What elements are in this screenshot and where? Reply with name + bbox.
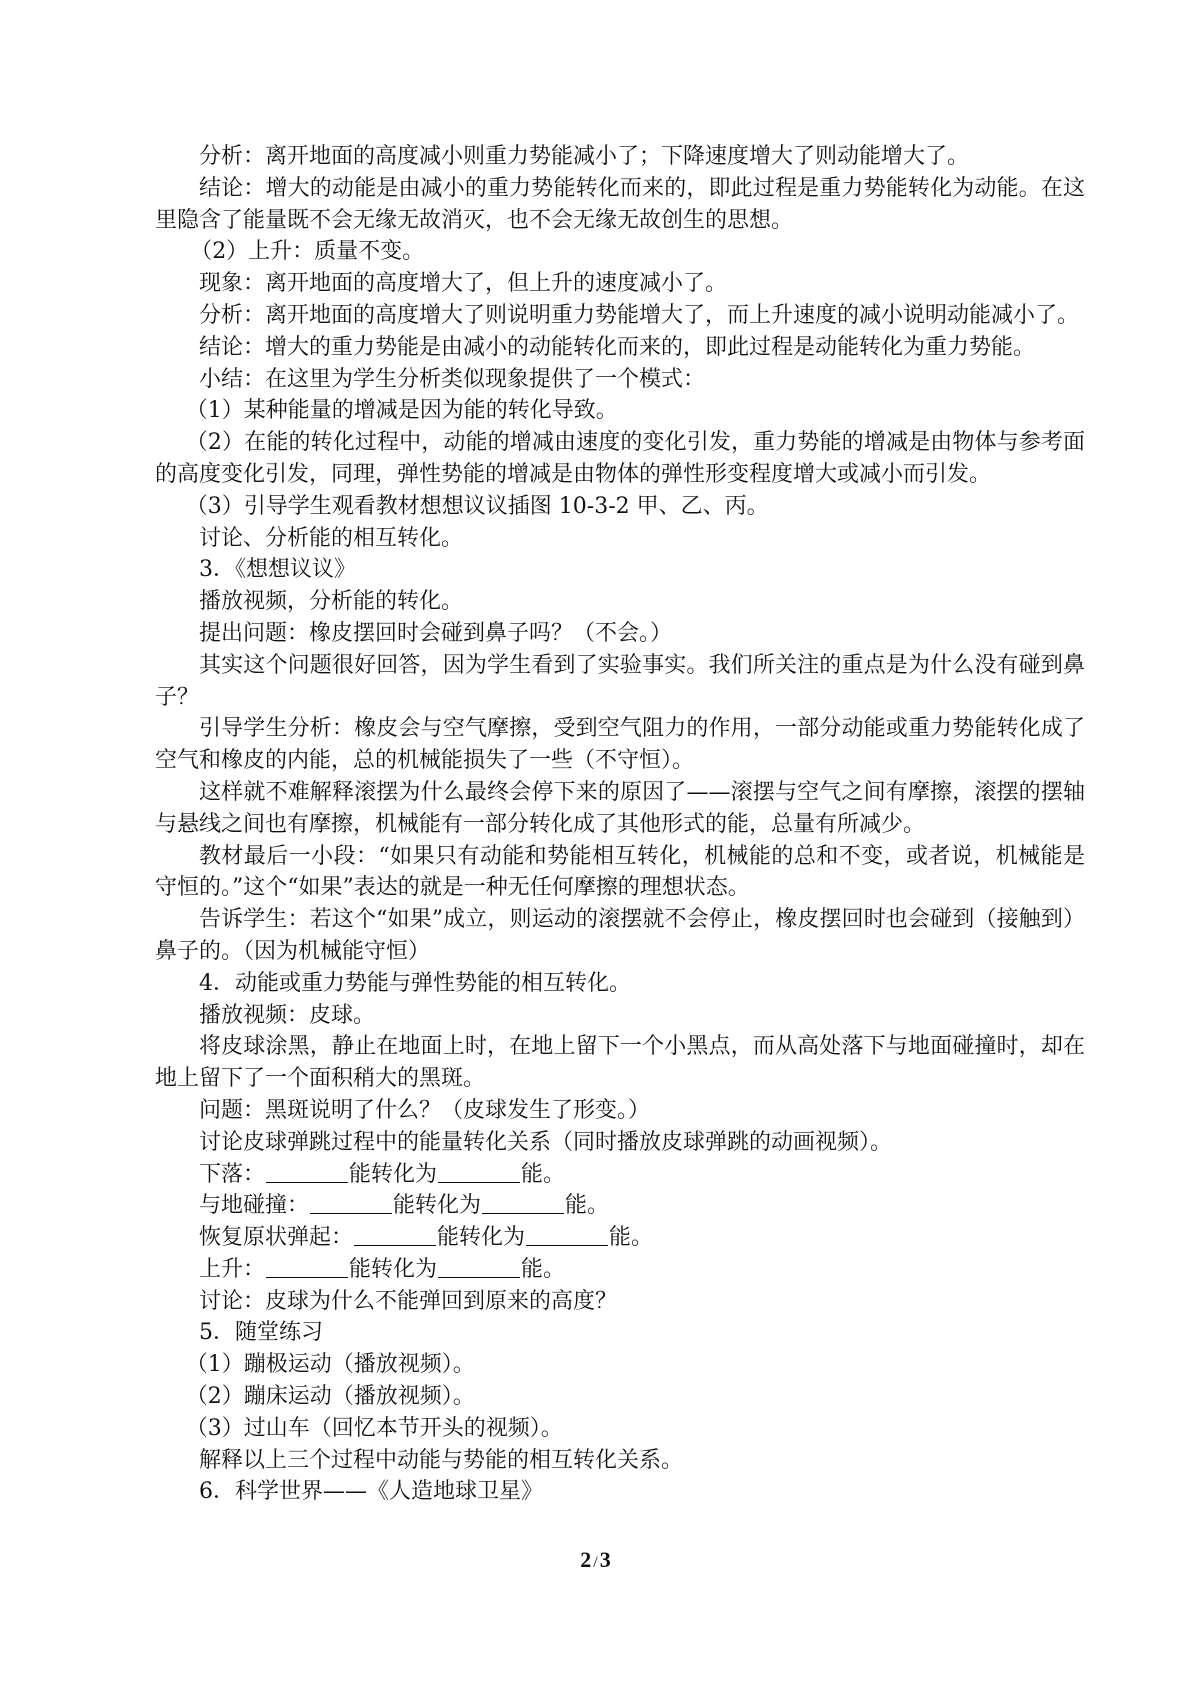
paragraph: 讨论：皮球为什么不能弹回到原来的高度？ [199,1288,618,1314]
fill-mid: 能转化为 [349,1161,438,1187]
paragraph: （1）蹦极运动（播放视频）。 [185,1352,475,1378]
fill-prefix: 下落： [199,1161,266,1187]
fill-blank[interactable] [482,1193,564,1214]
page-current: 2 [580,1547,592,1572]
fill-in-line [155,1254,1085,1286]
fill-prefix: 与地碰撞： [199,1193,310,1219]
paragraph: 提出问题：橡皮摆回时会碰到鼻子吗？（不会。） [199,620,673,646]
paragraph: 引导学生分析：橡皮会与空气摩擦，受到空气阻力的作用，一部分动能或重力势能转化成了空气和橡皮的内能，总的机械能损失了一些（不守恒）。 [155,716,1085,774]
fill-suffix: 能。 [609,1225,654,1251]
paragraph: （1）某种能量的增减是因为能的转化导致。 [185,398,618,424]
fill-blank[interactable] [438,1162,520,1183]
fill-blank[interactable] [266,1257,348,1278]
page-number [0,1547,1191,1573]
paragraph: 结论：增大的动能是由减小的重力势能转化而来的，即此过程是重力势能转化为动能。在这里隐含了能量既不会无缘无故消灭，也不会无缘无故创生的思想。 [155,175,1085,233]
fill-in-line [155,1159,1085,1191]
section-heading: 6．科学世界——《人造地球卫星》 [199,1479,543,1505]
fill-blank[interactable] [266,1162,348,1183]
paragraph: 播放视频：皮球。 [199,1002,376,1028]
paragraph: 分析：离开地面的高度减小则重力势能减小了；下降速度增大了则动能增大了。 [199,144,970,169]
paragraph: 告诉学生：若这个“如果”成立，则运动的滚摆就不会停止，橡皮摆回时也会碰到（接触到）鼻子的。（因为机械能守恒） [155,907,1085,964]
fill-blank[interactable] [438,1257,520,1278]
fill-blank[interactable] [354,1225,436,1246]
paragraph: 分析：离开地面的高度增大了则说明重力势能增大了，而上升速度的减小说明动能减小了。 [199,302,1080,328]
paragraph: （2）蹦床运动（播放视频）。 [185,1384,475,1410]
paragraph: 其实这个问题很好回答，因为学生看到了实验事实。我们所关注的重点是为什么没有碰到鼻子？ [155,652,1085,710]
page-separator: / [593,1554,598,1571]
paragraph: （2）上升：质量不变。 [190,239,425,265]
paragraph: （3）过山车（回忆本节开头的视频）。 [185,1415,563,1441]
fill-blank[interactable] [526,1225,608,1246]
fill-mid: 能转化为 [393,1193,482,1219]
paragraph: 这样就不难解释滚摆为什么最终会停下来的原因了——滚摆与空气之间有摩擦，滚摆的摆轴与悬线之间也有摩擦，机械能有一部分转化成了其他形式的能，总量有所减少。 [155,779,1085,837]
section-heading: 5．随堂练习 [199,1320,323,1346]
paragraph: 解释以上三个过程中动能与势能的相互转化关系。 [199,1447,684,1473]
document-body [155,141,1085,1508]
fill-suffix: 能。 [565,1193,610,1219]
fill-prefix: 上升： [199,1256,266,1282]
paragraph: 播放视频，分析能的转化。 [199,589,464,615]
fill-blank[interactable] [310,1193,392,1214]
fill-mid: 能转化为 [349,1256,438,1282]
section-heading: 3．《想想议议》 [199,557,356,583]
paragraph: 将皮球涂黑，静止在地面上时，在地上留下一个小黑点，而从高处落下与地面碰撞时，却在地上留下了一个面积稍大的黑斑。 [155,1034,1085,1092]
paragraph: （3）引导学生观看教材想想议议插图 10-3-2 甲、乙、丙。 [185,493,769,519]
fill-mid: 能转化为 [437,1225,526,1251]
fill-in-line [155,1190,1085,1222]
paragraph: 教材最后一小段：“如果只有动能和势能相互转化，机械能的总和不变，或者说，机械能是守恒的。”这个“如果”表达的就是一种无任何摩擦的理想状态。 [155,843,1085,901]
fill-in-line [155,1222,1085,1254]
paragraph: 小结：在这里为学生分析类似现象提供了一个模式： [199,366,706,392]
fill-prefix: 恢复原状弹起： [199,1225,354,1251]
paragraph: （2）在能的转化过程中，动能的增减由速度的变化引发，重力势能的增减是由物体与参考面的高度变化引发，同理，弹性势能的增减是由物体的弹性形变程度增大或减小而引发。 [155,430,1085,487]
fill-suffix: 能。 [521,1256,566,1282]
paragraph: 讨论皮球弹跳过程中的能量转化关系（同时播放皮球弹跳的动画视频）。 [199,1129,893,1155]
paragraph: 问题：黑斑说明了什么？（皮球发生了形变。） [199,1097,651,1123]
paragraph: 讨论、分析能的相互转化。 [199,525,464,551]
fill-suffix: 能。 [521,1161,566,1187]
section-heading: 4．动能或重力势能与弹性势能的相互转化。 [199,970,631,996]
paragraph: 结论：增大的重力势能是由减小的动能转化而来的，即此过程是动能转化为重力势能。 [199,334,1036,360]
page-total: 3 [599,1547,611,1572]
paragraph: 现象：离开地面的高度增大了，但上升的速度减小了。 [199,271,728,297]
